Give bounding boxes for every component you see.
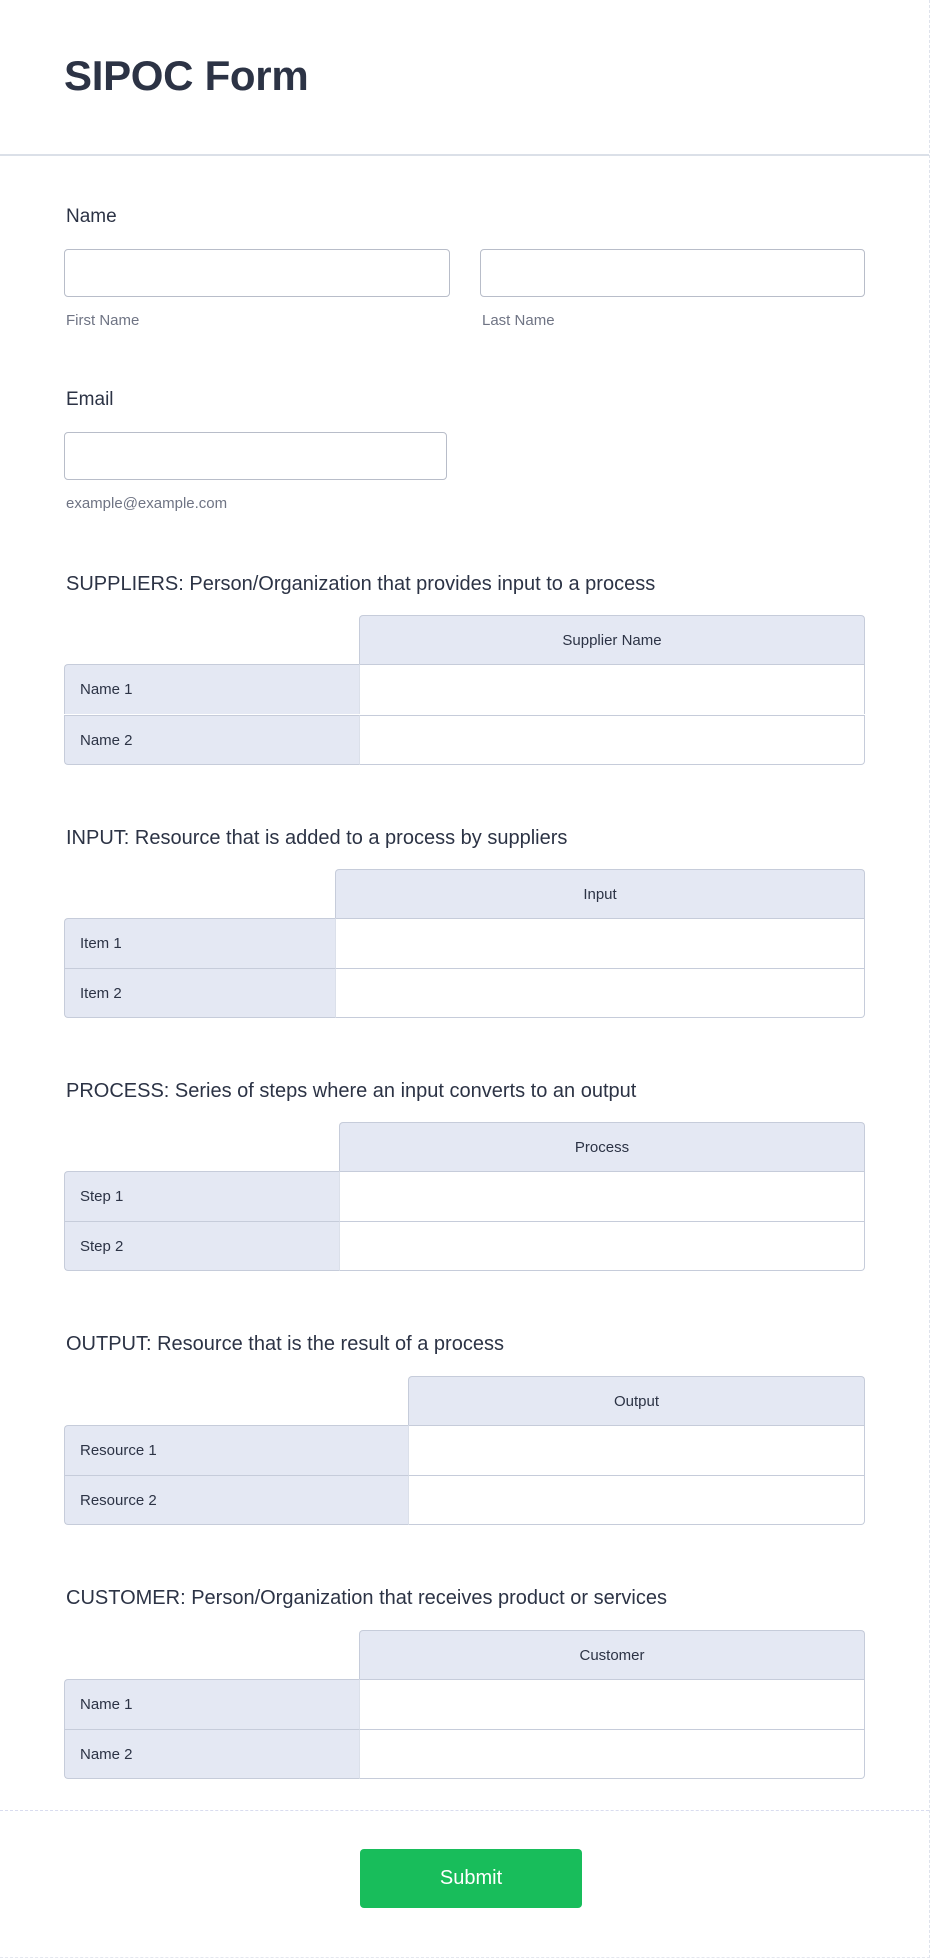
table-row bbox=[64, 715, 865, 765]
matrix-cell[interactable] bbox=[359, 715, 865, 765]
matrix-column-header: Process bbox=[339, 1122, 865, 1172]
submit-button[interactable]: Submit bbox=[360, 1849, 582, 1908]
table-row bbox=[64, 1221, 865, 1271]
email-sublabel: example@example.com bbox=[66, 495, 228, 512]
customer-name-1-input[interactable] bbox=[360, 1680, 864, 1729]
process-matrix bbox=[64, 1122, 865, 1272]
matrix-cell[interactable] bbox=[359, 1729, 865, 1779]
row-label: Name 1 bbox=[64, 1679, 359, 1729]
first-name-input[interactable] bbox=[64, 249, 450, 297]
row-label: Name 2 bbox=[64, 715, 359, 765]
row-label: Name 2 bbox=[64, 1729, 359, 1779]
row-label: Item 2 bbox=[64, 968, 335, 1018]
table-row bbox=[64, 1679, 865, 1729]
row-label: Step 1 bbox=[64, 1171, 339, 1221]
process-step-1-input[interactable] bbox=[340, 1172, 864, 1221]
customer-name-2-input[interactable] bbox=[360, 1730, 864, 1778]
matrix-cell[interactable] bbox=[339, 1171, 865, 1221]
suppliers-name-2-input[interactable] bbox=[360, 716, 864, 764]
matrix-column-header: Output bbox=[408, 1376, 865, 1426]
matrix-column-header: Input bbox=[335, 869, 865, 919]
matrix-cell[interactable] bbox=[335, 968, 865, 1018]
page-title: SIPOC Form bbox=[64, 52, 309, 99]
name-label: Name bbox=[66, 206, 117, 227]
row-label: Item 1 bbox=[64, 918, 335, 968]
input-item-1-input[interactable] bbox=[336, 919, 864, 968]
table-row bbox=[64, 968, 865, 1018]
suppliers-matrix bbox=[64, 615, 865, 766]
input-title: INPUT: Resource that is added to a process by suppliers bbox=[66, 827, 568, 849]
matrix-column-header: Supplier Name bbox=[359, 615, 865, 665]
process-step-2-input[interactable] bbox=[340, 1222, 864, 1270]
last-name-input[interactable] bbox=[480, 249, 865, 297]
table-row bbox=[64, 1425, 865, 1475]
matrix-cell[interactable] bbox=[359, 1679, 865, 1729]
input-item-2-input[interactable] bbox=[336, 969, 864, 1017]
matrix-cell[interactable] bbox=[335, 918, 865, 968]
table-row bbox=[64, 1475, 865, 1525]
table-row bbox=[64, 1729, 865, 1779]
email-input[interactable] bbox=[64, 432, 447, 480]
table-row bbox=[64, 918, 865, 968]
first-name-sublabel: First Name bbox=[66, 312, 140, 329]
output-matrix bbox=[64, 1376, 865, 1526]
row-label: Resource 2 bbox=[64, 1475, 408, 1525]
row-label: Name 1 bbox=[64, 664, 359, 714]
input-matrix bbox=[64, 869, 865, 1019]
last-name-sublabel: Last Name bbox=[482, 312, 555, 329]
output-resource-2-input[interactable] bbox=[409, 1476, 864, 1524]
matrix-cell[interactable] bbox=[408, 1475, 865, 1525]
table-row bbox=[64, 664, 865, 714]
matrix-cell[interactable] bbox=[339, 1221, 865, 1271]
table-row bbox=[64, 1171, 865, 1221]
form-header bbox=[0, 0, 929, 156]
process-title: PROCESS: Series of steps where an input converts to an output bbox=[66, 1080, 637, 1102]
output-resource-1-input[interactable] bbox=[409, 1426, 864, 1475]
customer-title: CUSTOMER: Person/Organization that receives product or services bbox=[66, 1587, 667, 1609]
row-label: Step 2 bbox=[64, 1221, 339, 1271]
matrix-cell[interactable] bbox=[359, 664, 865, 714]
matrix-column-header: Customer bbox=[359, 1630, 865, 1680]
email-label: Email bbox=[66, 389, 114, 410]
customer-matrix bbox=[64, 1630, 865, 1780]
row-label: Resource 1 bbox=[64, 1425, 408, 1475]
suppliers-name-1-input[interactable] bbox=[360, 665, 864, 714]
output-title: OUTPUT: Resource that is the result of a process bbox=[66, 1333, 504, 1355]
footer-divider bbox=[0, 1810, 929, 1811]
matrix-cell[interactable] bbox=[408, 1425, 865, 1475]
suppliers-title: SUPPLIERS: Person/Organization that provides input to a process bbox=[66, 573, 656, 595]
